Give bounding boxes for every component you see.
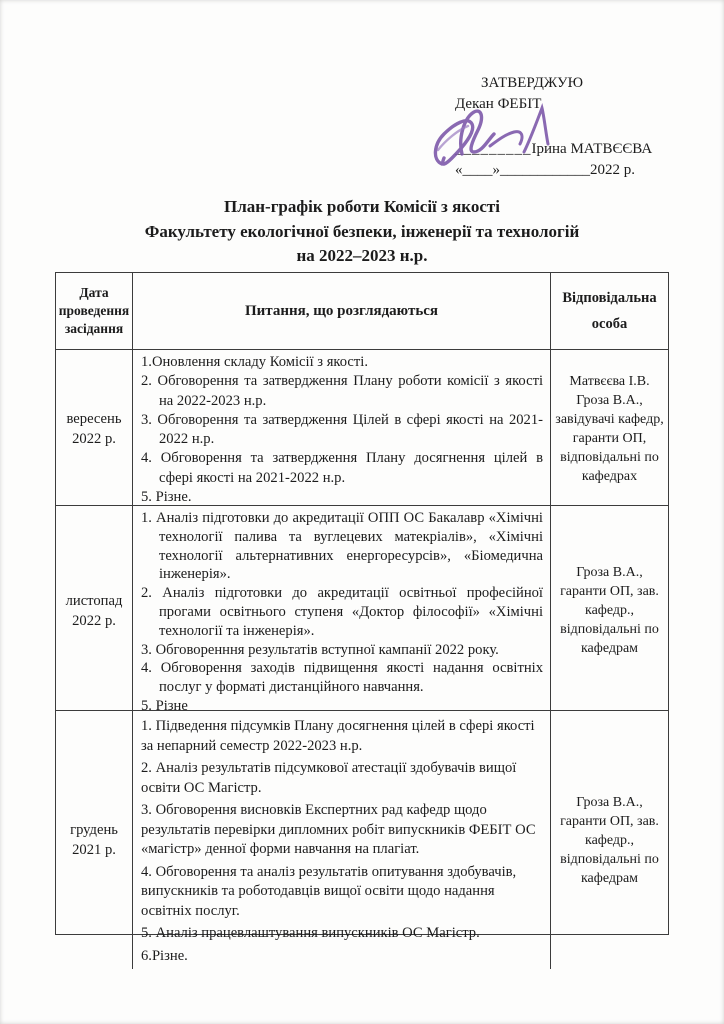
table-row (56, 349, 668, 505)
question-item: 2. Обговорення та затвердження Плану роботи комісії з якості на 2022-2023 н.р. (141, 373, 543, 409)
question-item: 6.Різне. (141, 947, 188, 964)
title-line-3: на 2022–2023 н.р. (296, 246, 428, 265)
question-item: 2. Аналіз підготовки до акредитації освітньої професійної прогами освітнього ступеня «Доктор філософії» «Хімічні технології та інженерія». (141, 585, 543, 639)
meeting-date: листопад 2022 р. (65, 592, 123, 629)
question-item: 1. Підведення підсумків Плану досягнення цілей в сфері якості за непарний семестр 2022-2023 н.р. (141, 718, 535, 754)
schedule-table (55, 272, 669, 964)
approval-date-line: «____»____________2022 р. (455, 162, 635, 178)
question-item: 1.Оновлення складу Комісії з якості. (141, 354, 368, 370)
header-date: Дата проведення засідання (58, 285, 130, 336)
question-item: 5. Аналіз працевлаштування випускників ОС Магістр. (141, 925, 480, 941)
question-item: 3. Обговорення висновків Експертних рад кафедр щодо результатів перевірки дипломних робіт випускників ФЕБІТ ОС «магістр» денної форми навчання на плагіат. (141, 802, 536, 857)
question-item: 4. Обговорення та затвердження Плану досягнення цілей в сфері якості на 2021-2022 н.р. (141, 450, 543, 486)
signature-line (455, 139, 695, 160)
title-line-2: Факультету екологічної безпеки, інженерії та технологій (144, 221, 580, 241)
responsible-person: Матвєєва І.В. Гроза В.А., завідувачі кафедр, гаранти ОП, відповідальні по кафедрах (550, 350, 668, 507)
table-row (56, 505, 668, 714)
meeting-date: вересень 2022 р. (66, 410, 122, 447)
question-item: 1. Аналіз підготовки до акредитації ОПП ОС Бакалавр «Хімічні технології палива та вуглецевих матекріалів», «Хімічні технології альтернативних енергоресурсів», «Біомедична інженерія». (141, 510, 543, 583)
header-questions: Питання, що розглядаються (132, 273, 550, 349)
responsible-person: Гроза В.А., гаранти ОП, зав. кафедр., відповідальні по кафедрам (550, 506, 668, 716)
responsible-person: Гроза В.А., гаранти ОП, зав. кафедр., відповідальні по кафедрам (550, 711, 668, 969)
question-item: 5. Різне (141, 697, 188, 714)
question-item: 3. Обговоренння результатів вступної кампанії 2022 року. (141, 641, 499, 658)
approver-role: Декан ФЕБІТ (455, 96, 542, 112)
question-list (132, 350, 550, 507)
approval-stamp: ЗАТВЕРДЖУЮ (481, 75, 584, 91)
header-responsible: Відповідальна особа (550, 273, 668, 349)
question-list (132, 711, 550, 969)
question-item: 5. Різне. (141, 489, 192, 506)
meeting-date: грудень 2021 р. (70, 822, 118, 858)
question-item: 4. Обговорення та аналіз результатів опитування здобувачів, випускників та роботодавців вищої освіти щодо надання освітніх послуг. (141, 863, 517, 919)
question-item: 4. Обговорення заходів підвищення якості надання освітніх послуг у форматі дистанційного навчання. (141, 660, 543, 696)
question-item: 2. Аналіз результатів підсумкової атестації здобувачів вищої освіти ОС Магістр. (141, 760, 517, 796)
table-row (56, 710, 668, 964)
table-header-row (56, 273, 668, 349)
signature-underline: _________ (455, 141, 532, 157)
question-item: 3. Обговорення та затвердження Цілей в сфері якості на 2021-2022 н.р. (141, 411, 543, 448)
document-title (0, 195, 724, 269)
question-list (132, 506, 550, 716)
approver-name: Ірина МАТВЄЄВА (531, 141, 653, 157)
title-line-1: План-графік роботи Комісії з якості (224, 197, 500, 216)
approval-block (455, 73, 695, 181)
